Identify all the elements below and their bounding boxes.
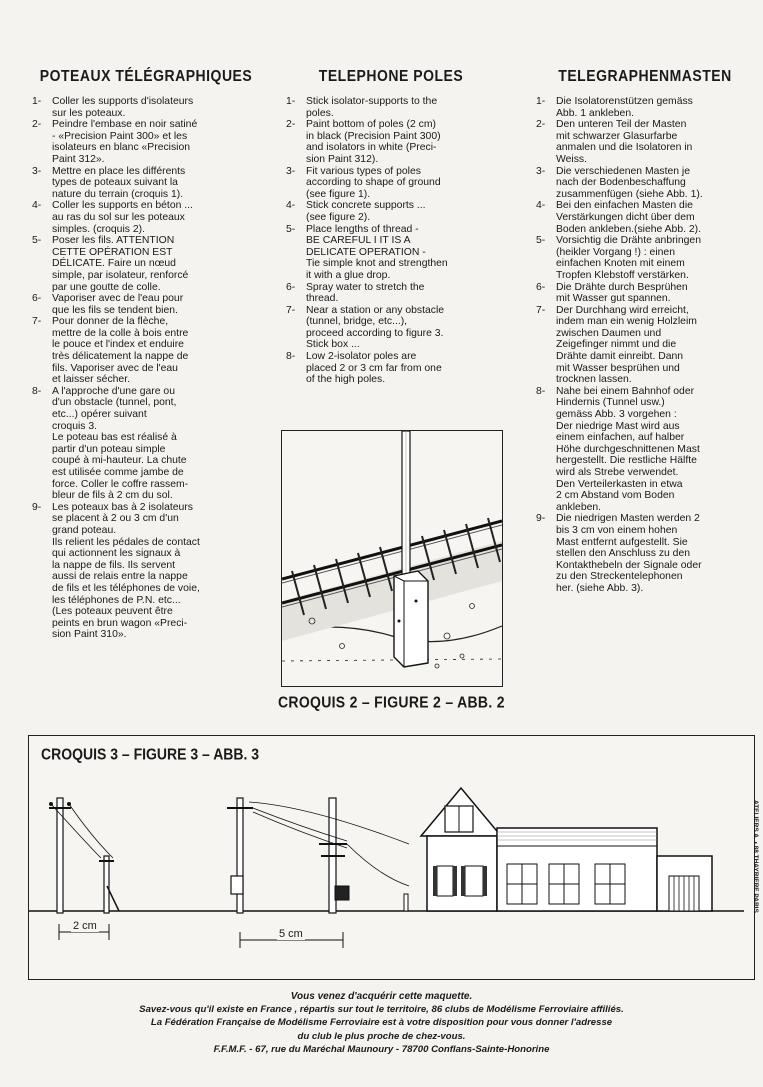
step-text-line: le pouce et l'index et enduire: [52, 339, 184, 351]
step-text-line: Boden ankleben.(siehe Abb. 2).: [556, 223, 701, 235]
step-text-line: nature du terrain (croquis 1).: [52, 188, 184, 200]
french-instructions: [32, 96, 260, 641]
step-number: 2-: [536, 119, 546, 131]
dimension-5cm: 5 cm: [279, 928, 303, 940]
step-text-line: simples. (croquis 2).: [52, 223, 145, 235]
step-text-line: wird als Strebe verwendet.: [556, 467, 679, 478]
step-text-line: Vorsichtig die Drähte anbringen: [556, 235, 701, 247]
step-text-line: 2 cm Abstand vom Boden: [556, 490, 675, 502]
step-text-line: Tropfen Klebstoff verstärken.: [556, 269, 689, 281]
instruction-step: [32, 119, 260, 165]
step-text-line: Stick isolator-supports to the: [306, 96, 438, 107]
french-column: [32, 66, 260, 641]
step-text-line: et laisser sécher.: [52, 374, 130, 386]
step-text-line: DELICATE OPERATION -: [306, 246, 426, 258]
dimension-2cm: 2 cm: [73, 920, 97, 932]
step-number: 3-: [32, 165, 42, 177]
instruction-step: [32, 386, 260, 502]
step-text-line: coupé à mi-hauteur. La chute: [52, 455, 187, 467]
english-instructions: [286, 96, 496, 386]
step-text-line: according to shape of ground: [306, 177, 441, 189]
step-text-line: très délicatement la nappe de: [52, 351, 189, 363]
step-text-line: Verstärkungen dicht über dem: [556, 211, 695, 223]
instruction-step: [536, 119, 754, 165]
step-number: 1-: [286, 96, 296, 107]
instruction-step: [286, 96, 496, 119]
step-text-line: Kontakthebeln der Signale oder: [556, 559, 702, 571]
step-text-line: Drähte damit einreibt. Dann: [556, 351, 684, 363]
step-text-line: mettre de la colle à bois entre: [52, 327, 189, 339]
step-text-line: Place lengths of thread -: [306, 223, 419, 235]
step-text-line: Mettre en place les différents: [52, 165, 186, 177]
step-text-line: proceed according to figure 3.: [306, 327, 444, 339]
step-text-line: peints en brun wagon «Preci-: [52, 617, 188, 629]
step-number: 6-: [286, 281, 296, 293]
figure-3-illustration: [28, 735, 755, 980]
step-text-line: anmalen und die Isolatoren in: [556, 142, 693, 154]
german-title: TELEGRAPHENMASTEN: [558, 66, 732, 85]
step-text-line: Höhe durchgeschnittenen Mast: [556, 443, 700, 455]
step-text-line: Spray water to stretch the: [306, 281, 425, 293]
instruction-step: [32, 96, 260, 119]
step-text-line: qui actionnent les signaux à: [52, 548, 181, 560]
step-text-line: Zeigefinger nimmt und die: [556, 339, 677, 351]
step-text-line: grand poteau.: [52, 524, 117, 536]
step-text-line: par une goutte de colle.: [52, 281, 161, 293]
instruction-step: [536, 305, 754, 386]
step-text-line: poles.: [306, 107, 334, 119]
step-text-line: DÉLICATE. Faire un nœud: [52, 258, 176, 270]
step-text-line: zu den Streckentelephonen: [556, 571, 683, 583]
step-text-line: nach der Bodenbeschaffung: [556, 177, 686, 189]
step-text-line: - «Precision Paint 300» et les: [52, 130, 188, 142]
step-text-line: force. Coller le coffre rassem-: [52, 478, 189, 490]
step-number: 3-: [286, 165, 296, 177]
step-text-line: placed 2 or 3 cm far from one: [306, 362, 442, 374]
step-text-line: Poser les fils. ATTENTION: [52, 235, 175, 247]
footer: [0, 990, 763, 1056]
step-text-line: hergestellt. Die restliche Hälfte: [556, 455, 697, 467]
step-text-line: Coller les supports en béton ...: [52, 200, 193, 212]
step-text-line: bis 3 cm von einem hohen: [556, 524, 678, 536]
step-text-line: que les fils se tendent bien.: [52, 304, 178, 316]
step-text-line: Der Durchhang wird erreicht,: [556, 304, 689, 316]
figure-2-drawing: [282, 431, 502, 686]
step-number: 8-: [32, 385, 42, 397]
step-text-line: Die verschiedenen Masten je: [556, 165, 690, 177]
step-text-line: de fils et les téléphones de voie,: [52, 582, 200, 594]
step-text-line: Mast entfernt aufgestellt. Sie: [556, 536, 688, 548]
french-title: POTEAUX TÉLÉGRAPHIQUES: [39, 66, 253, 85]
step-text-line: Le poteau bas est réalisé à: [52, 432, 177, 444]
instruction-step: [286, 119, 496, 165]
step-text-line: Coller les supports d'isolateurs: [52, 96, 194, 107]
german-column: [536, 66, 754, 595]
step-text-line: (see figure 2).: [306, 211, 371, 223]
step-text-line: Peindre l'embase en noir satiné: [52, 119, 198, 131]
step-text-line: Vaporiser avec de l'eau pour: [52, 293, 184, 305]
step-text-line: Den unteren Teil der Masten: [556, 119, 687, 131]
step-text-line: thread.: [306, 293, 339, 305]
step-text-line: sion Paint 312).: [306, 153, 379, 165]
footer-line-2: Savez-vous qu'il existe en France , répartis sur tout le territoire, 86 clubs de Modélisme Ferroviaire affiliés.: [139, 1004, 624, 1016]
step-number: 2-: [32, 119, 42, 131]
step-number: 4-: [286, 200, 296, 212]
step-text-line: Den Verteilerkasten in etwa: [556, 478, 683, 490]
step-number: 5-: [32, 235, 42, 247]
step-number: 6-: [536, 281, 546, 293]
step-text-line: aussi de relais entre la nappe: [52, 571, 188, 583]
step-text-line: bleur de fils à 2 cm du sol.: [52, 490, 173, 502]
step-number: 9-: [32, 501, 42, 513]
step-text-line: mit schwarzer Glasurfarbe: [556, 130, 678, 142]
step-text-line: est utilisée comme jambe de: [52, 467, 184, 478]
step-number: 1-: [32, 96, 42, 107]
instruction-step: [286, 305, 496, 351]
step-text-line: sur les poteaux.: [52, 107, 126, 119]
step-text-line: se placent à 2 ou 3 cm d'un: [52, 513, 179, 525]
step-number: 2-: [286, 119, 296, 131]
step-number: 7-: [32, 316, 42, 328]
instruction-step: [536, 386, 754, 514]
step-text-line: (Les poteaux peuvent être: [52, 606, 173, 618]
step-text-line: it with a glue drop.: [306, 269, 391, 281]
step-text-line: BE CAREFUL I IT IS A: [306, 235, 411, 247]
step-text-line: Tie simple knot and strengthen: [306, 258, 448, 270]
step-text-line: Der niedrige Mast wird aus: [556, 420, 680, 432]
instruction-step: [32, 316, 260, 386]
step-text-line: and isolators in white (Preci-: [306, 142, 437, 154]
footer-line-3: La Fédération Française de Modélisme Ferroviaire est à votre disposition pour vous donner l'adresse: [150, 1017, 613, 1029]
step-number: 1-: [536, 96, 546, 107]
step-text-line: einfachen Knoten mit einem: [556, 258, 685, 270]
instruction-step: [536, 96, 754, 119]
step-text-line: mit Wasser besprühen und: [556, 362, 680, 374]
instruction-step: [286, 166, 496, 201]
figure-2-caption: CROQUIS 2 – FIGURE 2 – ABB. 2: [278, 693, 505, 711]
step-number: 9-: [536, 513, 546, 525]
step-text-line: Low 2-isolator poles are: [306, 351, 417, 363]
step-text-line: her. (siehe Abb. 3).: [556, 582, 644, 594]
figure-3-drawing: [29, 736, 754, 979]
step-text-line: in black (Precision Paint 300): [306, 130, 441, 142]
step-text-line: (tunnel, bridge, etc...),: [306, 316, 408, 328]
step-number: 5-: [536, 235, 546, 247]
step-text-line: au ras du sol sur les poteaux: [52, 211, 185, 223]
step-text-line: mit Wasser gut spannen.: [556, 293, 671, 305]
printer-imprint: ATELIERS A. • 88 THAYRIERE PARIS: [752, 800, 759, 913]
step-text-line: sion Paint 310».: [52, 629, 127, 641]
german-instructions: [536, 96, 754, 595]
step-text-line: partir d'un poteau simple: [52, 443, 166, 455]
instruction-step: [536, 166, 754, 201]
step-text-line: indem man ein wenig Holzleim: [556, 316, 697, 328]
instruction-step: [536, 513, 754, 594]
step-text-line: (see figure 1).: [306, 188, 371, 200]
step-text-line: Fit various types of poles: [306, 165, 421, 177]
step-text-line: Die niedrigen Masten werden 2: [556, 513, 700, 525]
step-text-line: einem einfachen, auf halber: [556, 432, 685, 444]
step-text-line: etc...) opérer suivant: [52, 409, 147, 421]
step-text-line: of the high poles.: [306, 374, 386, 386]
step-text-line: Die Drähte durch Besprühen: [556, 281, 688, 293]
step-text-line: Paint 312».: [52, 153, 105, 165]
step-text-line: Weiss.: [556, 153, 587, 165]
instruction-step: [286, 282, 496, 305]
instruction-step: [536, 282, 754, 305]
instruction-step: [32, 166, 260, 201]
step-text-line: zusammenfügen (siehe Abb. 1).: [556, 188, 703, 200]
step-number: 4-: [536, 200, 546, 212]
step-text-line: gemäss Abb. 3 vorgehen :: [556, 409, 677, 421]
footer-line-5: F.F.M.F. - 67, rue du Maréchal Maunoury - 78700 Conflans-Sainte-Honorine: [213, 1043, 550, 1055]
step-text-line: stellen den Anschluss zu den: [556, 548, 691, 560]
step-text-line: Bei den einfachen Masten die: [556, 200, 693, 212]
step-text-line: Les poteaux bas à 2 isolateurs: [52, 501, 193, 513]
step-text-line: Pour donner de la flèche,: [52, 316, 169, 328]
step-text-line: Stick box ...: [306, 339, 360, 351]
step-text-line: Near a station or any obstacle: [306, 304, 445, 316]
step-text-line: d'un obstacle (tunnel, pont,: [52, 397, 177, 409]
step-number: 7-: [536, 304, 546, 316]
instruction-step: [536, 200, 754, 235]
step-text-line: A l'approche d'une gare ou: [52, 385, 175, 397]
english-title: TELEPHONE POLES: [318, 66, 464, 85]
instruction-step: [536, 235, 754, 281]
step-text-line: zwischen Daumen und: [556, 327, 662, 339]
step-text-line: fils. Vaporiser avec de l'eau: [52, 362, 178, 374]
instruction-step: [32, 200, 260, 235]
step-text-line: Hindernis (Tunnel usw.): [556, 397, 665, 409]
step-number: 4-: [32, 200, 42, 212]
step-text-line: Stick concrete supports ...: [306, 200, 426, 212]
step-text-line: simple, par isolateur, renforcé: [52, 269, 189, 281]
step-number: 7-: [286, 304, 296, 316]
step-number: 5-: [286, 223, 296, 235]
instruction-step: [32, 293, 260, 316]
step-text-line: Abb. 1 ankleben.: [556, 107, 634, 119]
figure-3-caption: CROQUIS 3 – FIGURE 3 – ABB. 3: [41, 745, 260, 763]
instruction-step: [286, 224, 496, 282]
step-text-line: CETTE OPÉRATION EST: [52, 246, 173, 258]
step-text-line: types de poteaux suivant la: [52, 177, 178, 189]
step-text-line: trocknen lassen.: [556, 374, 632, 386]
step-number: 3-: [536, 165, 546, 177]
step-text-line: (heikler Vorgang !) : einen: [556, 246, 675, 258]
figure-2-illustration: [281, 430, 503, 687]
instruction-step: [286, 351, 496, 386]
english-column: [286, 66, 496, 386]
footer-line-1: Vous venez d'acquérir cette maquette.: [290, 991, 473, 1002]
step-text-line: isolateurs en blanc «Precision: [52, 142, 191, 154]
step-number: 8-: [286, 351, 296, 363]
instruction-step: [32, 502, 260, 641]
step-text-line: Paint bottom of poles (2 cm): [306, 119, 436, 131]
step-text-line: croquis 3.: [52, 420, 98, 432]
instruction-step: [32, 235, 260, 293]
step-text-line: Ils relient les pédales de contact: [52, 536, 200, 548]
step-text-line: la nappe de fils. Ils servent: [52, 559, 176, 571]
step-number: 6-: [32, 293, 42, 305]
step-text-line: ankleben.: [556, 501, 602, 513]
step-text-line: Die Isolatorenstützen gemäss: [556, 96, 693, 107]
step-text-line: les téléphones de P.N. etc...: [52, 594, 181, 606]
footer-line-4: du club le plus proche de chez-vous.: [297, 1030, 466, 1042]
step-number: 8-: [536, 385, 546, 397]
step-text-line: Nahe bei einem Bahnhof oder: [556, 385, 695, 397]
instruction-step: [286, 200, 496, 223]
